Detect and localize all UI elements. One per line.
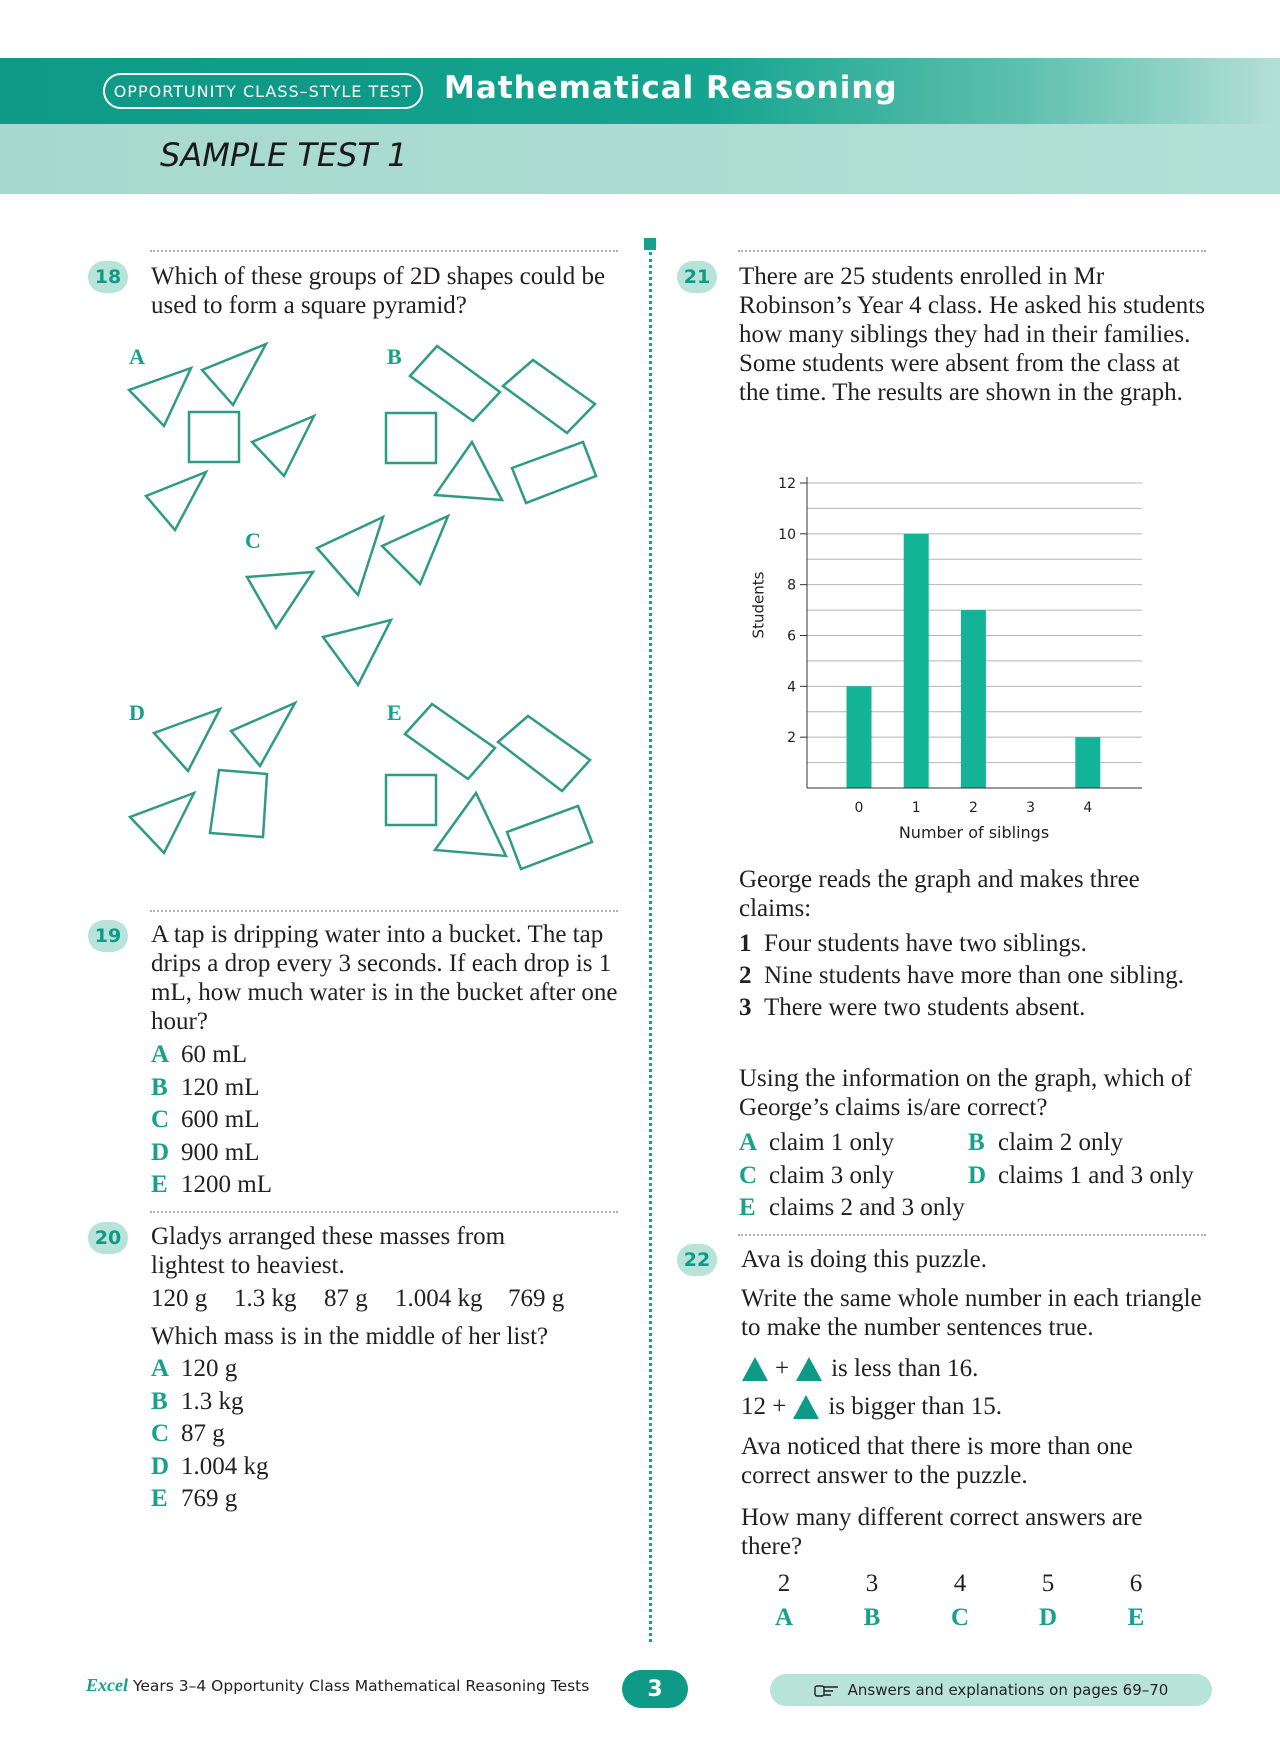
answer-option[interactable]: E 1200 mL	[151, 1171, 272, 1198]
question-number-20: 20	[88, 1222, 128, 1254]
answer-option[interactable]: A 60 mL	[151, 1041, 247, 1068]
shape-group-label-d: D	[129, 700, 145, 725]
rectangle-shape	[210, 770, 267, 837]
answer-choice[interactable]: 5 D	[1038, 1570, 1058, 1631]
square-shape	[386, 413, 436, 463]
question-22-intro: Ava is doing this puzzle.	[741, 1246, 988, 1273]
bar	[904, 534, 929, 788]
bar	[961, 610, 986, 788]
bar	[847, 686, 872, 788]
y-tick-label: 10	[778, 526, 796, 543]
sample-test-title: SAMPLE TEST 1	[160, 136, 408, 174]
answer-choice[interactable]: 2 A	[774, 1570, 794, 1631]
claim-item: 3 There were two students absent.	[739, 994, 1086, 1021]
answer-option[interactable]: D 1.004 kg	[151, 1452, 269, 1480]
shape-group-d	[130, 703, 295, 853]
mass-value: 120 g	[151, 1285, 208, 1312]
question-20-options	[151, 1353, 551, 1516]
mass-value: 87 g	[324, 1285, 368, 1312]
rectangle-shape	[498, 716, 590, 791]
mass-value: 769 g	[508, 1285, 565, 1312]
claim-item: 2 Nine students have more than one sibling.	[739, 962, 1185, 989]
question-22-prompt: How many different correct answers are there?	[741, 1504, 1143, 1560]
question-number-22: 22	[677, 1244, 717, 1276]
triangle-shape	[247, 572, 313, 628]
y-tick-label: 8	[787, 577, 796, 594]
mass-value: 1.004 kg	[395, 1285, 483, 1312]
y-axis-label: Students	[749, 571, 768, 639]
triangle-shape	[435, 442, 502, 500]
answer-option[interactable]: A claim 1 only	[739, 1129, 894, 1156]
x-tick-label: 0	[854, 800, 864, 816]
answer-option[interactable]: D 900 mL	[151, 1138, 260, 1166]
rectangle-shape	[512, 442, 596, 503]
answer-choice[interactable]: 4 C	[950, 1570, 970, 1631]
triangle-shape	[382, 516, 448, 584]
question-21-options	[739, 1127, 1219, 1225]
subject-title: Mathematical Reasoning	[444, 70, 898, 106]
y-tick-label: 12	[778, 476, 796, 492]
claim-item: 1 Four students have two siblings.	[739, 930, 1087, 957]
answers-reference: Answers and explanations on pages 69–70	[770, 1674, 1212, 1706]
siblings-bar-chart	[730, 465, 1170, 845]
question-19-text: A tap is dripping water into a bucket. The tap drips a drop every 3 seconds. If each drop is 1 mL, how much water is in the bucket after one hour?	[151, 921, 618, 1035]
answer-option[interactable]: A 120 g	[151, 1355, 238, 1382]
triangle-icon	[795, 1356, 823, 1382]
shape-group-label-e: E	[387, 700, 402, 725]
question-22-instruction: Write the same whole number in each triangle to make the number sentences true.	[741, 1285, 1202, 1341]
rectangle-shape	[410, 346, 500, 421]
separator	[150, 1211, 618, 1213]
shape-group-label-b: B	[387, 344, 402, 369]
triangle-icon	[741, 1356, 769, 1382]
triangle-shape	[323, 620, 391, 685]
separator	[150, 910, 618, 912]
test-type-pill: OPPORTUNITY CLASS–STYLE TEST	[103, 73, 423, 109]
answer-option[interactable]: C 600 mL	[151, 1106, 260, 1133]
answer-option[interactable]: E 769 g	[151, 1485, 238, 1512]
answer-choices-row	[740, 1569, 1180, 1632]
y-tick-label: 2	[787, 730, 796, 747]
x-tick-label: 4	[1083, 800, 1093, 816]
claims-list	[739, 929, 1209, 1022]
triangle-shape	[130, 793, 194, 853]
y-tick-label: 4	[787, 679, 796, 696]
question-18-text: Which of these groups of 2D shapes could be used to form a square pyramid?	[151, 263, 606, 319]
masses-list	[151, 1284, 621, 1313]
number-sentence-1: + is less than 16.	[741, 1354, 978, 1383]
triangle-shape	[317, 517, 383, 595]
answer-option[interactable]: E claims 2 and 3 only	[739, 1194, 965, 1221]
question-number-21: 21	[677, 261, 717, 293]
shape-group-e	[386, 704, 592, 869]
shape-group-a	[129, 344, 314, 530]
question-19-options	[151, 1039, 551, 1202]
rectangle-shape	[507, 806, 592, 869]
question-22-note: Ava noticed that there is more than one correct answer to the puzzle.	[741, 1433, 1133, 1489]
shapes-figure	[0, 0, 650, 880]
shape-group-c	[247, 516, 448, 685]
triangle-icon	[792, 1394, 820, 1420]
brand-name: Excel	[86, 1675, 128, 1695]
pointing-hand-icon	[814, 1682, 840, 1698]
answer-choice[interactable]: 6 E	[1127, 1570, 1145, 1631]
square-shape	[386, 775, 436, 825]
question-20-text: Gladys arranged these masses from lightest to heaviest.	[151, 1223, 506, 1279]
triangle-shape	[252, 416, 314, 476]
x-tick-label: 1	[911, 800, 921, 816]
answer-option[interactable]: B 120 mL	[151, 1073, 260, 1101]
x-tick-label: 2	[968, 800, 978, 816]
triangle-shape	[129, 368, 191, 426]
question-21-text: There are 25 students enrolled in Mr Robinson’s Year 4 class. He asked his students how many siblings they had in their families. Some students were absent from the class at the time. The results are shown in the graph.	[739, 263, 1205, 406]
answer-choice[interactable]: 3 B	[863, 1570, 881, 1631]
shape-group-label-c: C	[245, 528, 261, 553]
separator	[738, 1234, 1206, 1236]
page-number: 3	[622, 1670, 688, 1708]
shape-group-b	[386, 346, 596, 503]
question-21-prompt: Using the information on the graph, which of George’s claims is/are correct?	[739, 1065, 1192, 1121]
square-shape	[189, 412, 239, 462]
x-axis-label: Number of siblings	[898, 823, 1050, 842]
question-number-19: 19	[88, 920, 128, 952]
bar	[1075, 737, 1100, 788]
x-tick-label: 3	[1026, 800, 1036, 816]
number-sentence-2: 12 + is bigger than 15.	[741, 1393, 1002, 1420]
triangle-shape	[202, 344, 266, 405]
triangle-shape	[231, 703, 295, 766]
claims-intro: George reads the graph and makes three claims:	[739, 866, 1140, 922]
rectangle-shape	[405, 704, 495, 779]
question-number-18: 18	[88, 261, 128, 293]
answer-option[interactable]: B 1.3 kg	[151, 1387, 244, 1415]
answer-option[interactable]: D claims 1 and 3 only	[968, 1161, 1194, 1189]
triangle-shape	[154, 709, 220, 771]
answer-option[interactable]: B claim 2 only	[968, 1129, 1123, 1156]
answer-option[interactable]: C claim 3 only	[739, 1161, 894, 1189]
answer-option[interactable]: C 87 g	[151, 1420, 225, 1447]
rectangle-shape	[503, 360, 595, 433]
triangle-shape	[146, 472, 206, 530]
triangle-shape	[435, 793, 506, 856]
mass-value: 1.3 kg	[234, 1285, 297, 1312]
footer-book-title: Excel Years 3–4 Opportunity Class Mathematical Reasoning Tests	[86, 1675, 590, 1695]
separator	[738, 250, 1206, 252]
shape-group-label-a: A	[129, 344, 145, 369]
y-tick-label: 6	[787, 628, 796, 645]
question-20-prompt: Which mass is in the middle of her list?	[151, 1323, 549, 1350]
